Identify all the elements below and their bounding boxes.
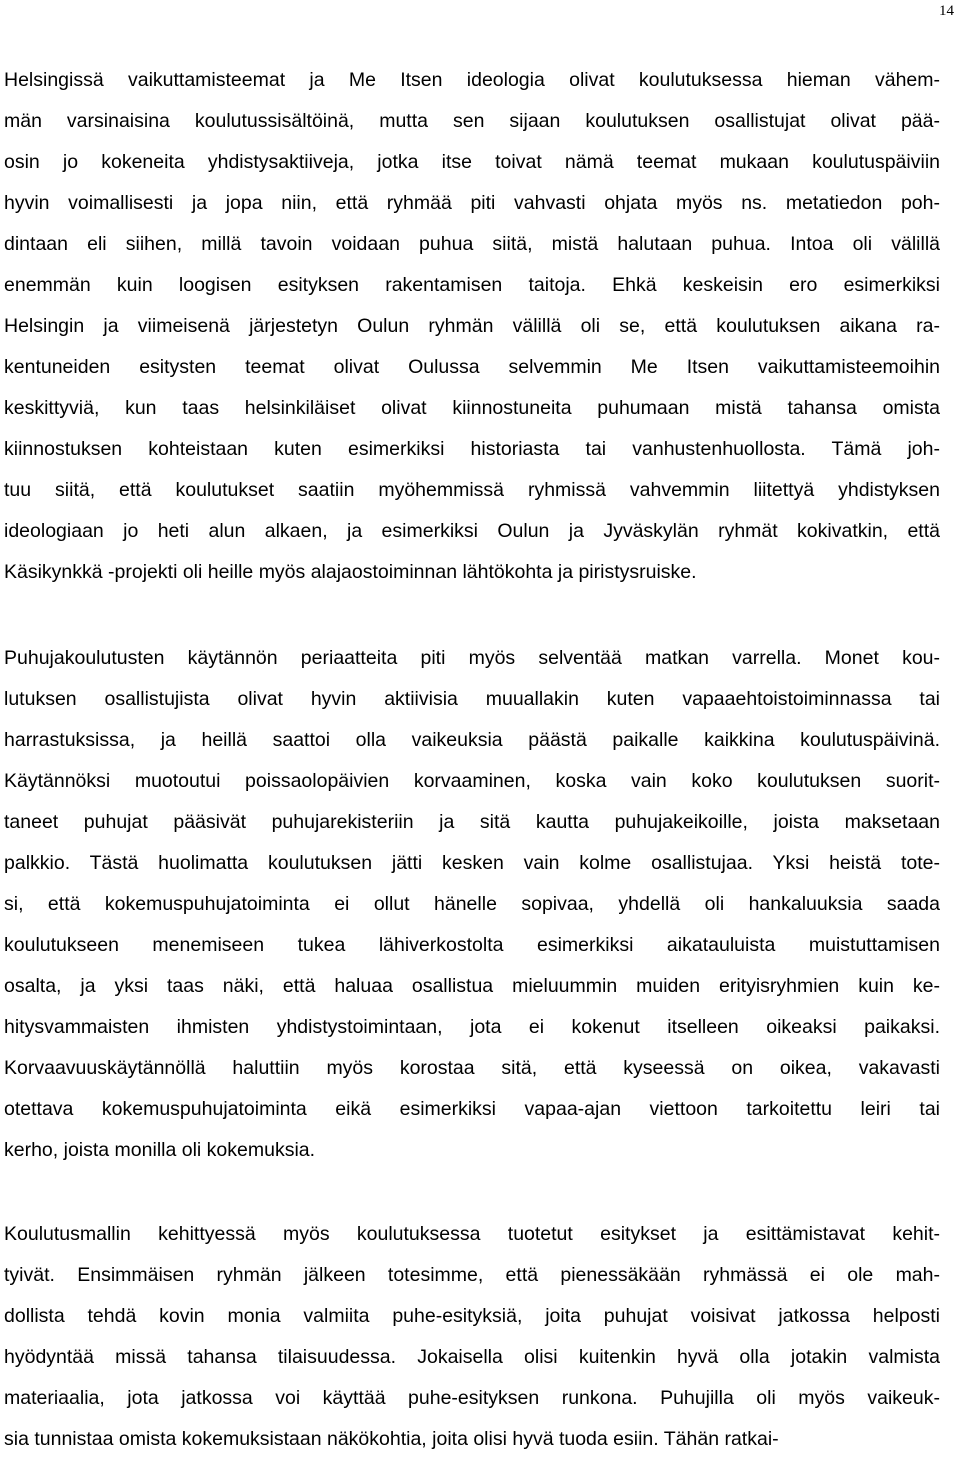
text-line: koulutukseen menemiseen tukea lähiverkostolta esimerkiksi aikatauluista muistuttamisen (4, 934, 940, 956)
text-line: tuu siitä, että koulutukset saatiin myöhemmissä ryhmissä vahvemmin liitettyä yhdistyksen (4, 479, 940, 501)
text-line: materiaalia, jota jatkossa voi käyttää puhe-esityksen runkona. Puhujilla oli myös vaikeuk- (4, 1387, 940, 1409)
page-number: 14 (939, 3, 954, 19)
text-line: otettava kokemuspuhujatoiminta eikä esimerkiksi vapaa-ajan viettoon tarkoitettu leiri tai (4, 1098, 940, 1120)
text-line: hitysvammaisten ihmisten yhdistystoimintaan, jota ei kokenut itselleen oikeaksi paikaksi. (4, 1016, 940, 1038)
text-line: palkkio. Tästä huolimatta koulutuksen jätti kesken vain kolme osallistujaa. Yksi heistä tote- (4, 852, 940, 874)
text-line: Koulutusmallin kehittyessä myös koulutuksessa tuotetut esitykset ja esittämistavat kehit- (4, 1223, 940, 1245)
text-line: tyivät. Ensimmäisen ryhmän jälkeen totesimme, että pienessäkään ryhmässä ei ole mah- (4, 1264, 940, 1286)
text-line: sia tunnistaa omista kokemuksistaan näkökohtia, joita olisi hyvä tuoda esiin. Tähän ratkai- (4, 1428, 779, 1450)
text-line: lutuksen osallistujista olivat hyvin aktiivisia muuallakin kuten vapaaehtoistoiminnassa tai (4, 688, 940, 710)
text-line: Korvaavuuskäytännöllä haluttiin myös korostaa sitä, että kyseessä on oikea, vakavasti (4, 1057, 940, 1079)
text-line: Helsingissä vaikuttamisteemat ja Me Itsen ideologia olivat koulutuksessa hieman vähem- (4, 69, 940, 91)
text-line: kentuneiden esitysten teemat olivat Oulussa selvemmin Me Itsen vaikuttamisteemoihin (4, 356, 940, 378)
text-line: hyödyntää missä tahansa tilaisuudessa. Jokaisella olisi kuitenkin hyvä olla jotakin valmista (4, 1346, 940, 1368)
text-line: Helsingin ja viimeisenä järjestetyn Oulun ryhmän välillä oli se, että koulutuksen aikana ra- (4, 315, 940, 337)
text-line: Puhujakoulutusten käytännön periaatteita piti myös selventää matkan varrella. Monet kou- (4, 647, 940, 669)
text-line: ideologiaan jo heti alun alkaen, ja esimerkiksi Oulun ja Jyväskylän ryhmät kokivatkin, että (4, 520, 940, 542)
text-line: harrastuksissa, ja heillä saattoi olla vaikeuksia päästä paikalle kaikkina koulutuspäivinä. (4, 729, 940, 751)
text-line: taneet puhujat pääsivät puhujarekisteriin ja sitä kautta puhujakeikoille, joista maksetaan (4, 811, 940, 833)
paragraph-3 (4, 1214, 940, 1460)
text-line: dintaan eli siihen, millä tavoin voidaan puhua siitä, mistä halutaan puhua. Intoa oli välillä (4, 233, 940, 255)
text-line: hyvin voimallisesti ja jopa niin, että ryhmää piti vahvasti ohjata myös ns. metatiedon poh- (4, 192, 940, 214)
text-line: kiinnostuksen kohteistaan kuten esimerkiksi historiasta tai vanhustenhuollosta. Tämä joh- (4, 438, 940, 460)
text-line: män varsinaisina koulutussisältöinä, mutta sen sijaan koulutuksen osallistujat olivat pää- (4, 110, 940, 132)
text-line: dollista tehdä kovin monia valmiita puhe-esityksiä, joita puhujat voisivat jatkossa helposti (4, 1305, 940, 1327)
paragraph-2 (4, 638, 940, 1171)
text-line: Käsikynkkä -projekti oli heille myös alajaostoiminnan lähtökohta ja piristysruiske. (4, 561, 697, 583)
text-line: Käytännöksi muotoutui poissaolopäivien korvaaminen, koska vain koko koulutuksen suorit- (4, 770, 940, 792)
text-line: enemmän kuin loogisen esityksen rakentamisen taitoja. Ehkä keskeisin ero esimerkiksi (4, 274, 940, 296)
text-line: kerho, joista monilla oli kokemuksia. (4, 1139, 316, 1161)
text-line: keskittyviä, kun taas helsinkiläiset olivat kiinnostuneita puhumaan mistä tahansa omista (4, 397, 940, 419)
text-line: osin jo kokeneita yhdistysaktiiveja, jotka itse toivat nämä teemat mukaan koulutuspäiviin (4, 151, 940, 173)
paragraph-1 (4, 60, 940, 593)
text-line: si, että kokemuspuhujatoiminta ei ollut hänelle sopivaa, yhdellä oli hankaluuksia saada (4, 893, 940, 915)
text-line: osalta, ja yksi taas näki, että haluaa osallistua mieluummin muiden erityisryhmien kuin ke- (4, 975, 940, 997)
